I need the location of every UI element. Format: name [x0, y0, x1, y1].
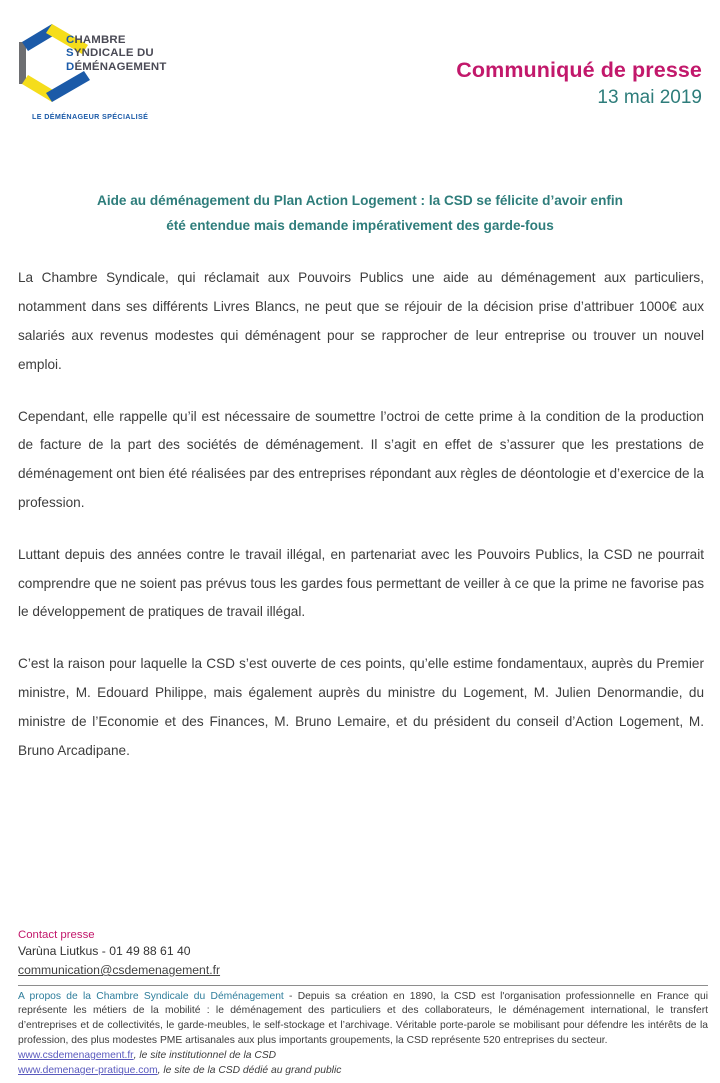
- footer-divider: [18, 985, 708, 986]
- contact-label: Contact presse: [18, 928, 95, 941]
- public-site-desc: , le site de la CSD dédié au grand public: [157, 1065, 342, 1077]
- header-right-block: [456, 58, 702, 109]
- footer-links: [18, 1049, 708, 1079]
- logo-line3: ÉMÉNAGEMENT: [74, 60, 167, 73]
- page-title: [42, 188, 678, 238]
- logo-wordmark: CHAMBRE SYNDICALE DU DÉMÉNAGEMENT: [66, 34, 167, 73]
- page-title-line-2: été entendue mais demande impérativement des garde-fous: [166, 218, 554, 234]
- institutional-site-link[interactable]: www.csdemenagement.fr: [18, 1050, 134, 1062]
- press-release-date: 13 mai 2019: [597, 86, 702, 108]
- paragraph: C’est la raison pour laquelle la CSD s’est ouverte de ces points, qu’elle estime fondamentaux, auprès du Premier ministre, M. Edouard Philippe, mais également auprès du ministre du Logement, M. Julien Denormandie, du ministre de l’Economie et des Finances, M. Bruno Lemaire, et du président du conseil d’Action Logement, M. Bruno Arcadipane.: [18, 656, 704, 758]
- about-block: [18, 990, 708, 1048]
- paragraph: Luttant depuis des années contre le travail illégal, en partenariat avec les Pouvoirs Publics, la CSD ne pourrait comprendre que ne soient pas prévus tous les gardes fous permettant de veiller à ce que la prime ne favorise pas le développement de pratiques de travail illégal.: [18, 546, 704, 620]
- link-row: [18, 1049, 708, 1064]
- public-site-link[interactable]: www.demenager-pratique.com: [18, 1065, 158, 1077]
- paragraph: Cependant, elle rappelle qu’il est nécessaire de soumettre l’octroi de cette prime à la condition de la production de facture de la part des sociétés de déménagement. Il s’agit en effet de s’assurer que les prestations de déménagement ont bien été réalisées par des entreprises répondant aux règles de déontologie et d’exercice de la profession.: [18, 408, 704, 510]
- link-row: [18, 1064, 708, 1079]
- press-release-kind: Communiqué de presse: [456, 58, 702, 82]
- logo-line1: HAMBRE: [74, 34, 126, 46]
- document-header: [0, 0, 720, 140]
- institutional-site-desc: , le site institutionnel de la CSD: [133, 1050, 277, 1062]
- about-text: - Depuis sa création en 1890, la CSD est l'organisation professionnelle en France qui représente les métiers de la mobilité : le déménagement des particuliers et des collaborateurs, le déménagement international, le transfert d’entreprises et de collectivités, le garde-meubles, le self-stockage et l’archivage. Véritable porte-parole se mobilisant pour défendre les intérêts de la profession, des plus modestes PME artisanales aux plus importants groupements, la CSD représente 520 entreprises du secteur.: [18, 990, 708, 1046]
- contact-person: Varùna Liutkus - 01 49 88 61 40: [18, 944, 191, 959]
- page-title-line-1: Aide au déménagement du Plan Action Logement : la CSD se félicite d’avoir enfin: [97, 193, 623, 208]
- contact-email-link[interactable]: communication@csdemenagement.fr: [18, 963, 221, 978]
- body-copy: [18, 264, 704, 765]
- about-heading: A propos de la Chambre Syndicale du Déménagement: [18, 990, 284, 1002]
- document-footer: [18, 928, 708, 1079]
- csd-logo: [14, 14, 167, 126]
- logo-line2: YNDICALE DU: [73, 47, 154, 60]
- logo-tagline: LE DÉMÉNAGEUR SPÉCIALISÉ: [32, 112, 149, 121]
- paragraph: La Chambre Syndicale, qui réclamait aux Pouvoirs Publics une aide au déménagement aux particuliers, notamment dans ses différents Livres Blancs, ne peut que se réjouir de la décision prise d’attribuer 1000€ aux salariés aux revenus modestes qui déménagent pour se rapprocher de leur entreprise ou trouver un nouvel emploi.: [18, 270, 704, 372]
